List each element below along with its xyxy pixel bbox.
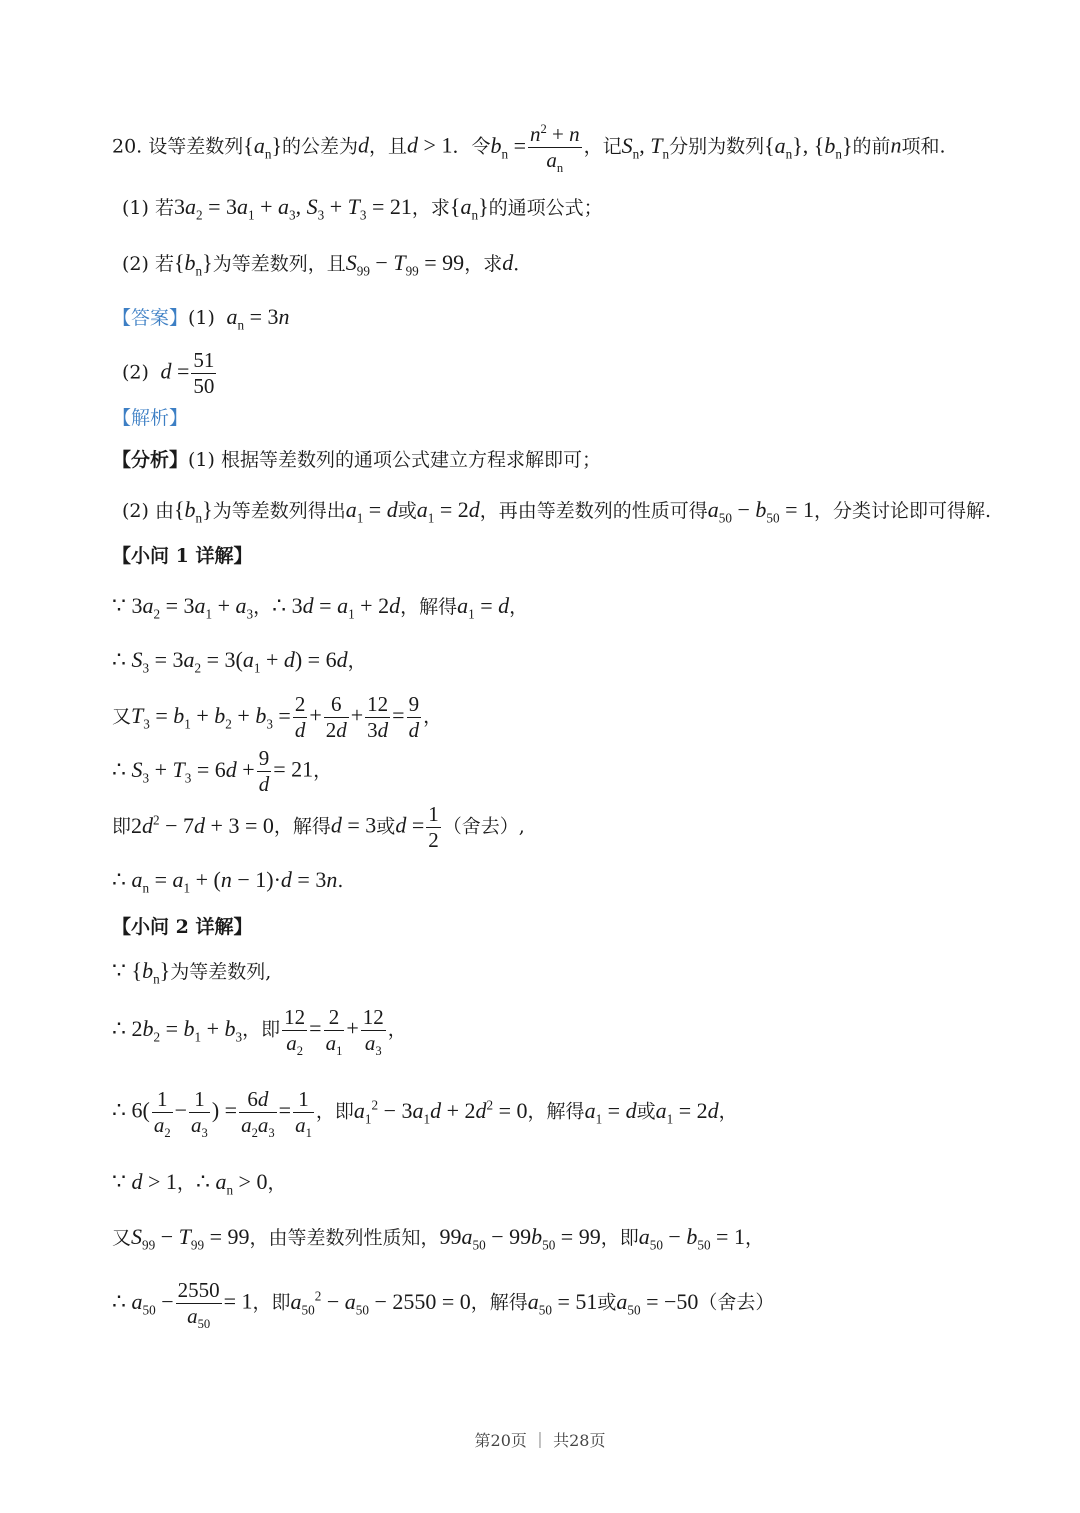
answer-line-1: 【答案】(1) $a_n = 3n$: [112, 304, 290, 333]
detail-1-line-1: ∵ $3a_2 = 3a_1 + a_3$，∴ $3d = a_1 + 2d$，解得$a_1 = d$，: [112, 593, 529, 622]
detail-2-line-5: 又$S_{99} - T_{99} = 99$，由等差数列性质知，$99a_{50} - 99b_{50} = 99$，即$a_{50} - b_{50} = 1$，: [112, 1224, 764, 1253]
detail-1-line-2: ∴ $S_3 = 3a_2 = 3(a_1 + d) = 6d$，: [112, 647, 367, 676]
detail-2-line-3: ∴ 6( $\frac{1}{a_2}$ − $\frac{1}{a_3}$ ) = $\frac{6d}{a_2a_3}$ = $\frac{1}{a_1}$ ，即$a_1^2 - 3a_1d + 2d^2 = 0$，解得$a_1 = d$或$a_1 = 2d$，: [112, 1087, 738, 1141]
detail-2-line-4: ∵ d > 1，∴ $a_n > 0$，: [112, 1169, 287, 1198]
page-footer: 第20页 ｜ 共28页: [474, 1431, 606, 1450]
answer-line-2: (2) d = $\frac{51}{50}$: [122, 348, 215, 399]
question-1: (1) 若$3a_2 = 3a_1 + a_3$, $S_3 + T_3 = 21$，求$\{a_n\}$的通项公式；: [122, 194, 603, 223]
detail-2-line-2: ∴ $2b_2 = b_1 + b_3$，即 $\frac{12}{a_2}$ = $\frac{2}{a_1}$ + $\frac{12}{a_3}$ ，: [112, 1005, 407, 1059]
detail-1-line-4: ∴ $S_3 + T_3 = 6d$ + $\frac{9}{d}$ = 21，: [112, 746, 333, 797]
detail-2-line-1: ∵ $\{b_n\}$为等差数列,: [112, 958, 272, 987]
question-2: (2) 若$\{b_n\}$为等差数列，且$S_{99} - T_{99} = 99$，求d．: [122, 250, 533, 279]
detail-1-line-5: 即$2d^2 - 7d + 3 = 0$，解得d = 3或d = $\frac{1}{2}$ （舍去）,: [112, 802, 525, 853]
analysis-line-2: (2) 由$\{b_n\}$为等差数列得出$a_1 = d$或$a_1 = 2d$，再由等差数列的性质可得$a_{50} - b_{50} = 1$，分类讨论即可得解.: [122, 497, 992, 526]
fraction: $\frac{n^2 + n}{a_n}$: [529, 122, 580, 176]
detail-1-heading: 【小问 1 详解】: [112, 545, 253, 567]
detail-2-heading: 【小问 2 详解】: [112, 916, 253, 938]
jiexi-heading: 【解析】: [112, 407, 189, 429]
answer-tag: 【答案】: [112, 307, 189, 329]
detail-1-line-3: 又$T_3 = b_1 + b_2 + b_3$ = $\frac{2}{d}$ + $\frac{6}{2d}$ + $\frac{12}{3d}$ = $\frac{9}{d}$ ，: [112, 692, 443, 743]
detail-2-line-6: ∴ $a_{50}$ − $\frac{2550}{a_{50}}$ = 1，即$a_{50}^2 - a_{50} - 2550 = 0$，解得$a_{50} = 51$或$a_{50} = -50$（舍去）: [112, 1278, 775, 1332]
analysis-line-1: 【分析】(1) 根据等差数列的通项公式建立方程求解即可；: [112, 449, 601, 471]
problem-statement: 20. 设等差数列$\{a_n\}$的公差为d，且d > 1．令$b_n$ = $\frac{n^2 + n}{a_n}$ ，记$S_n$, $T_n$分别为数列$\{a_n\}$, $\{b_n\}$的前n项和.: [112, 122, 946, 176]
problem-number: 20.: [112, 135, 143, 158]
fraction: $\frac{51}{50}$: [193, 348, 215, 399]
detail-1-line-6: ∴ $a_n = a_1 + (n - 1)\cdot d = 3n$.: [112, 867, 344, 896]
